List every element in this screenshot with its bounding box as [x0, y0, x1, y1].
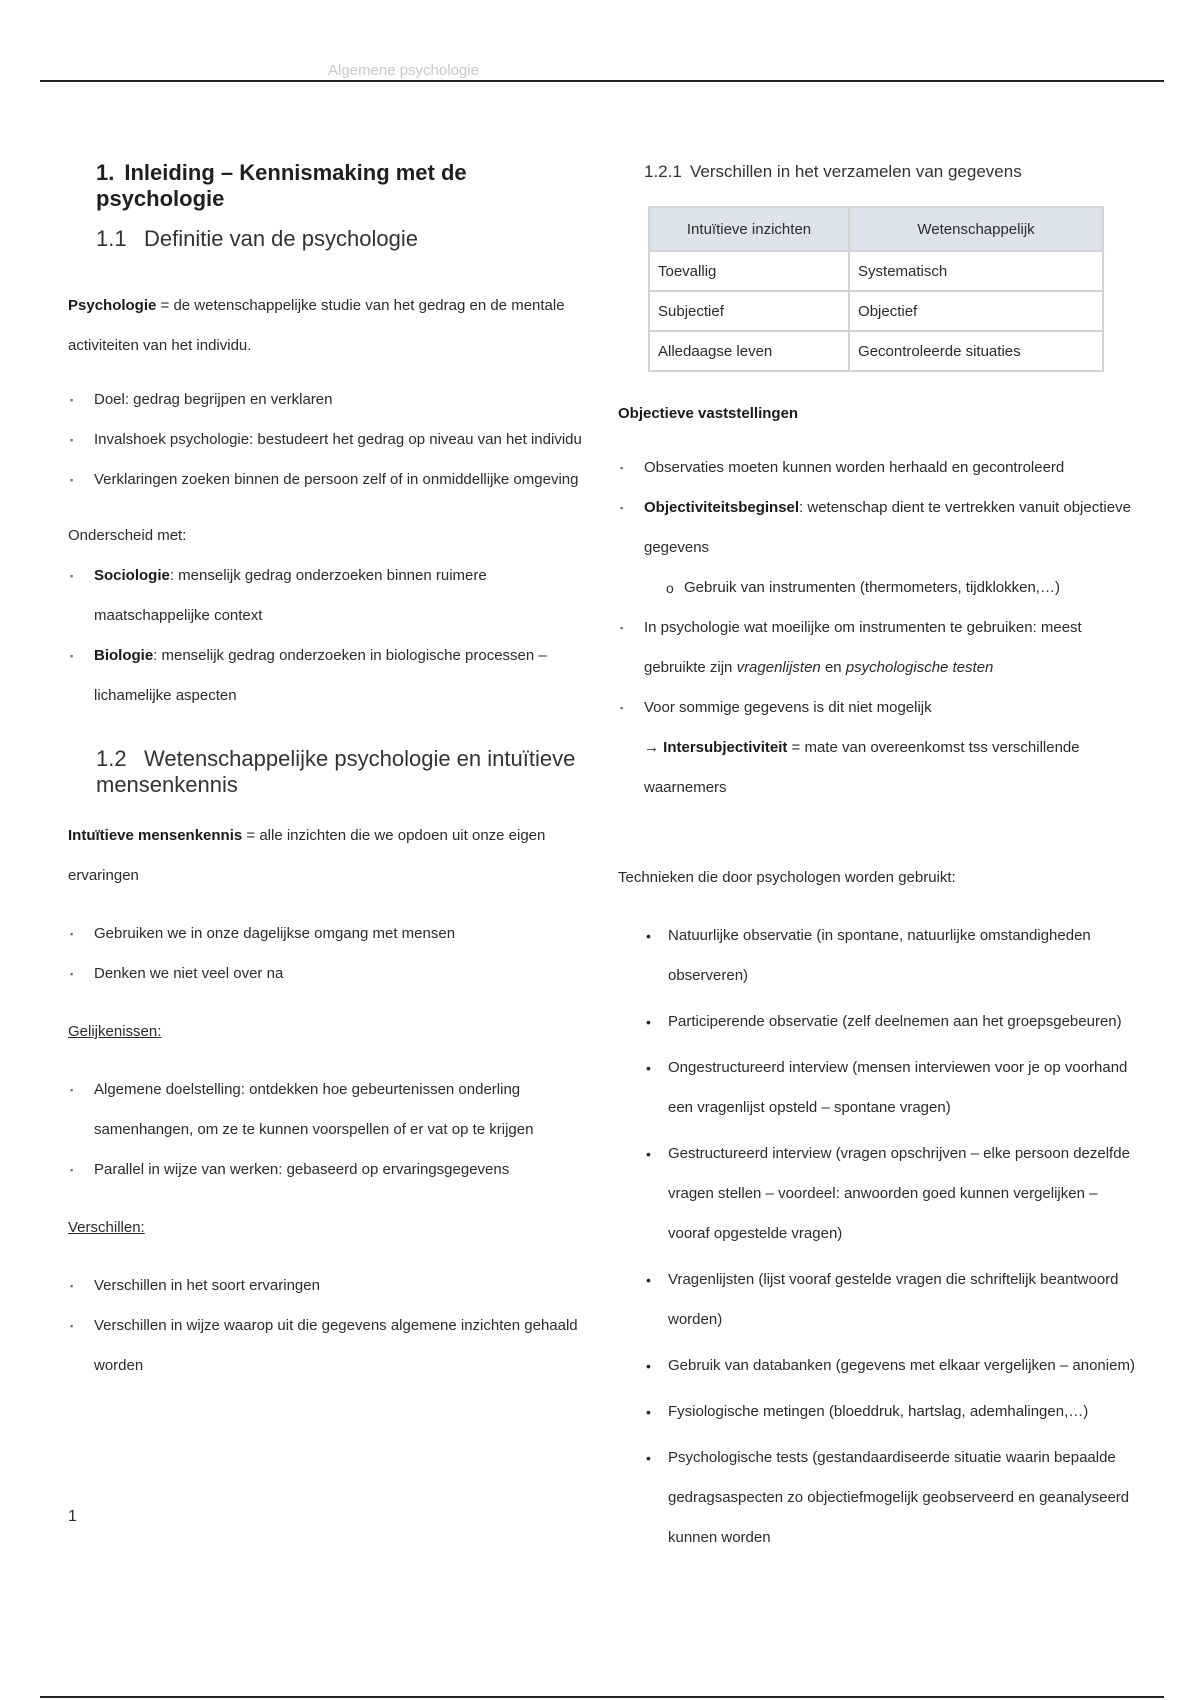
list-item: ▪ Gebruiken we in onze dagelijkse omgang met mensen: [68, 914, 588, 954]
subsection-heading-1-2-1: [644, 162, 1138, 182]
techniques-list: [618, 916, 1138, 1558]
right-column: [618, 150, 1138, 1558]
section-heading-1-2: [96, 746, 588, 798]
list-item: [68, 636, 588, 716]
table-cell: Systematisch: [849, 251, 1103, 291]
table-row: [649, 331, 1103, 371]
term-text: : menselijk gedrag onderzoeken binnen ruimere maatschappelijke context: [94, 567, 487, 624]
section-title: Definitie van de psychologie: [144, 226, 418, 251]
item-text: In psychologie wat moeilijke om instrumenten te gebruiken: meest gebruikte zijn: [644, 619, 1082, 676]
table-cell: Objectief: [849, 291, 1103, 331]
objective-list: [618, 448, 1138, 728]
list-item: ▪ Doel: gedrag begrijpen en verklaren: [68, 380, 588, 420]
list-item: ▪ Verschillen in het soort ervaringen: [68, 1266, 588, 1306]
gelijkenissen-list: [68, 1070, 588, 1190]
intuitive-definition: [68, 816, 588, 896]
comparison-table: [648, 206, 1104, 372]
sub-list-item: o Gebruik van instrumenten (thermometers, tijdklokken,…): [618, 568, 1138, 608]
onderscheid-label: Onderscheid met:: [68, 527, 187, 544]
list-item: ▪ Voor sommige gegevens is dit niet mogelijk: [618, 688, 1138, 728]
definition-term: Psychologie: [68, 297, 157, 314]
definition-text: = mate van overeenkomst tss verschillende waarnemers: [644, 739, 1080, 796]
section-title: Wetenschappelijke psychologie en intuïtieve mensenkennis: [96, 746, 576, 797]
table-header-row: [649, 207, 1103, 251]
term-text: : menselijk gedrag onderzoeken in biologische processen – lichamelijke aspecten: [94, 647, 547, 704]
list-item: • Vragenlijsten (lijst vooraf gestelde vragen die schriftelijk beantwoord worden): [618, 1260, 1138, 1340]
verschillen-label: Verschillen:: [68, 1219, 145, 1236]
term: Biologie: [94, 647, 154, 664]
term: Sociologie: [94, 567, 170, 584]
onderscheid-list: [68, 556, 588, 716]
gelijkenissen-label: Gelijkenissen:: [68, 1023, 162, 1040]
list-item: ▪ Observaties moeten kunnen worden herhaald en gecontroleerd: [618, 448, 1138, 488]
chapter-title: Inleiding – Kennismaking met de psychologie: [96, 160, 467, 211]
list-item: ▪ Parallel in wijze van werken: gebaseerd op ervaringsgegevens: [68, 1150, 588, 1190]
techniques-label: Technieken die door psychologen worden gebruikt:: [618, 869, 956, 886]
list-item: • Gestructureerd interview (vragen opschrijven – elke persoon dezelfde vragen stellen – voordeel: anwoorden goed kunnen vergelijken – vooraf opgestelde vragen): [618, 1134, 1138, 1254]
list-item: ▪ Verklaringen zoeken binnen de persoon zelf of in onmiddellijke omgeving: [68, 460, 588, 500]
section-heading-1-1: [96, 226, 588, 252]
list-item: ▪ Algemene doelstelling: ontdekken hoe gebeurtenissen onderling samenhangen, om ze te kunnen voorspellen of er vat op te krijgen: [68, 1070, 588, 1150]
verschillen-list: [68, 1266, 588, 1386]
subsection-number: 1.2.1: [644, 162, 682, 181]
running-header: Algemene psychologie: [328, 62, 479, 79]
list-item: [618, 488, 1138, 568]
table-header: Wetenschappelijk: [849, 207, 1103, 251]
table-row: [649, 251, 1103, 291]
intersubjectivity-line: [618, 728, 1138, 808]
section-number: 1.1: [96, 226, 127, 251]
list-item: ▪ Verschillen in wijze waarop uit die gegevens algemene inzichten gehaald worden: [68, 1306, 588, 1386]
list-item: • Natuurlijke observatie (in spontane, natuurlijke omstandigheden observeren): [618, 916, 1138, 996]
list-item: • Psychologische tests (gestandaardiseerde situatie waarin bepaalde gedragsaspecten zo objectiefmogelijk geobserveerd en geanalyseerd kunnen worden: [618, 1438, 1138, 1558]
goal-list: [68, 380, 588, 500]
list-item: • Ongestructureerd interview (mensen interviewen voor je op voorhand een vragenlijst opsteld – spontane vragen): [618, 1048, 1138, 1128]
footer-rule: [40, 1696, 1164, 1698]
arrow-icon: →: [644, 739, 664, 756]
objective-title: [618, 394, 1138, 434]
list-item: • Gebruik van databanken (gegevens met elkaar vergelijken – anoniem): [618, 1346, 1138, 1386]
item-text: en: [820, 659, 846, 676]
table-cell: Alledaagse leven: [649, 331, 849, 371]
list-item: • Fysiologische metingen (bloeddruk, hartslag, ademhalingen,…): [618, 1392, 1138, 1432]
chapter-number: 1.: [96, 160, 115, 185]
table-cell: Toevallig: [649, 251, 849, 291]
table-header: Intuïtieve inzichten: [649, 207, 849, 251]
table-row: [649, 291, 1103, 331]
objective-title-text: Objectieve vaststellingen: [618, 405, 799, 422]
definition-term: Intersubjectiviteit: [663, 739, 788, 756]
chapter-heading: [96, 160, 588, 212]
list-item: [618, 608, 1138, 688]
definition-term: Intuïtieve mensenkennis: [68, 827, 243, 844]
list-item: ▪ Denken we niet veel over na: [68, 954, 588, 994]
definition-text: = de wetenschappelijke studie van het gedrag en de mentale activiteiten van het individu.: [68, 297, 565, 354]
italic-term: vragenlijsten: [736, 659, 821, 676]
table-cell: Gecontroleerde situaties: [849, 331, 1103, 371]
page-number: 1: [68, 1508, 77, 1525]
list-item: ▪ Invalshoek psychologie: bestudeert het gedrag op niveau van het individu: [68, 420, 588, 460]
intuitive-list: [68, 914, 588, 994]
term-text: : wetenschap dient te vertrekken vanuit objectieve gegevens: [644, 499, 1131, 556]
italic-term: psychologische testen: [845, 659, 994, 676]
table-cell: Subjectief: [649, 291, 849, 331]
left-column: [68, 150, 588, 1386]
subsection-title: Verschillen in het verzamelen van gegevens: [690, 162, 1022, 181]
definition-paragraph: [68, 286, 588, 366]
section-number: 1.2: [96, 746, 127, 771]
definition-text: = alle inzichten die we opdoen uit onze eigen ervaringen: [68, 827, 546, 884]
term: Objectiviteitsbeginsel: [644, 499, 800, 516]
list-item: • Participerende observatie (zelf deelnemen aan het groepsgebeuren): [618, 1002, 1138, 1042]
header-rule: [40, 80, 1164, 82]
list-item: [68, 556, 588, 636]
